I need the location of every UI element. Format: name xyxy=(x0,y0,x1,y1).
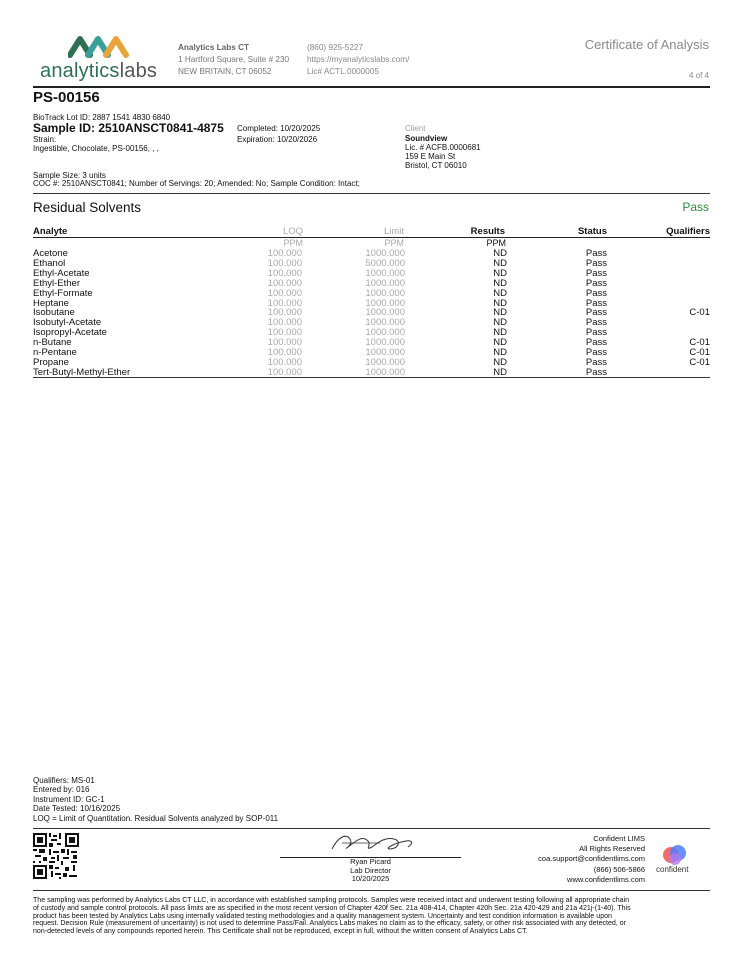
loq-cell: 100.000 xyxy=(267,277,302,289)
completed-date: Completed: 10/20/2025 xyxy=(237,124,321,133)
col-header-qualifiers: Qualifiers xyxy=(666,226,710,237)
status-cell: Pass xyxy=(585,366,607,378)
lims-phone: (866) 506-5866 xyxy=(593,864,645,874)
result-cell: ND xyxy=(493,347,507,358)
unit-results: PPM xyxy=(486,238,506,248)
status-cell: Pass xyxy=(585,297,607,309)
limit-cell: 1000.000 xyxy=(365,297,405,309)
limit-cell: 1000.000 xyxy=(365,366,405,378)
result-cell: ND xyxy=(493,327,507,339)
limit-cell: 5000.000 xyxy=(365,257,405,269)
col-header-status: Status xyxy=(577,226,607,237)
status-cell: Pass xyxy=(585,347,607,358)
loq-cell: 100.000 xyxy=(267,267,302,279)
limit-cell: 1000.000 xyxy=(365,337,405,349)
status-cell: Pass xyxy=(585,307,607,319)
loq-cell: 100.000 xyxy=(267,347,302,358)
lab-website[interactable]: https://myanalyticslabs.com/ xyxy=(307,55,410,64)
status-cell: Pass xyxy=(585,337,607,349)
qualifier-cell: C-01 xyxy=(689,347,710,358)
loq-cell: 100.000 xyxy=(267,307,302,319)
analyte-cell: n-Pentane xyxy=(33,347,77,358)
limit-cell: 1000.000 xyxy=(365,248,405,259)
section-status-badge: Pass xyxy=(682,200,709,214)
status-cell: Pass xyxy=(585,257,607,269)
result-cell: ND xyxy=(493,366,507,378)
client-label: Client xyxy=(405,124,426,133)
col-header-limit: Limit xyxy=(383,226,404,237)
limit-cell: 1000.000 xyxy=(365,307,405,319)
loq-cell: 100.000 xyxy=(267,366,302,378)
client-license: Lic. # ACFB.0000681 xyxy=(405,143,481,152)
unit-limit: PPM xyxy=(384,238,404,248)
analyte-cell: Isobutane xyxy=(33,307,75,319)
loq-cell: 100.000 xyxy=(267,337,302,349)
status-cell: Pass xyxy=(585,317,607,329)
report-notes xyxy=(33,776,278,823)
result-cell: ND xyxy=(493,337,507,349)
entered-by: Entered by: 016 xyxy=(33,785,90,795)
lab-contact xyxy=(307,42,409,78)
product-description: Ingestible, Chocolate, PS-00156, , , xyxy=(33,144,159,153)
client-name: Soundview xyxy=(405,134,448,143)
signatory xyxy=(280,858,461,884)
status-cell: Pass xyxy=(585,277,607,289)
analytics-labs-logo-icon xyxy=(68,33,132,59)
status-cell: Pass xyxy=(585,287,607,299)
result-cell: ND xyxy=(493,356,507,368)
disclaimer-line-5: non-detected levels of any compounds reported herein. This Certificate shall not be reproduced, except in full, without the written consent of Analytics Labs CT. xyxy=(33,928,528,936)
loq-cell: 100.000 xyxy=(267,317,302,329)
loq-cell: 100.000 xyxy=(267,356,302,368)
analyte-cell: n-Butane xyxy=(33,337,72,349)
analyte-cell: Ethyl-Ether xyxy=(33,277,80,289)
loq-cell: 100.000 xyxy=(267,327,302,339)
info-divider xyxy=(33,193,710,194)
qualifier-cell: C-01 xyxy=(689,337,710,349)
analyte-cell: Isopropyl-Acetate xyxy=(33,327,107,339)
lab-address-2: NEW BRITAIN, CT 06052 xyxy=(178,67,272,76)
disclaimer-line-1: The sampling was performed by Analytics Labs CT LLC, in accordance with established sampling protocols. Samples were received intact and underwent testing following all appropriate chain xyxy=(33,897,630,904)
lims-rights: All Rights Reserved xyxy=(579,844,645,854)
analyte-cell: Propane xyxy=(33,356,69,368)
limit-cell: 1000.000 xyxy=(365,287,405,299)
qualifiers-note: Qualifiers: MS-01 xyxy=(33,776,95,785)
lab-phone: (860) 925-5227 xyxy=(307,43,363,52)
header-divider xyxy=(33,86,710,88)
coc-info: COC #: 2510ANSCT0841; Number of Servings: 20; Amended: No; Sample Condition: Intact; xyxy=(33,179,360,188)
lims-info xyxy=(538,834,645,885)
ps-id: PS-00156 xyxy=(33,89,100,106)
qualifier-cell: C-01 xyxy=(689,307,710,319)
lims-website[interactable]: www.confidentlims.com xyxy=(567,874,645,884)
loq-cell: 100.000 xyxy=(267,257,302,269)
table-header-divider xyxy=(33,237,710,238)
lab-license: Lic# ACTL.0000005 xyxy=(307,67,379,76)
qualifier-cell: C-01 xyxy=(689,356,710,368)
status-cell: Pass xyxy=(585,327,607,339)
signature-date: 10/20/2025 xyxy=(351,874,390,884)
disclaimer-line-3: product has been tested by Analytics Labs using internally validated testing methodologies and a quality management system. Uncertainty and test condition information is available upon xyxy=(33,912,612,920)
lims-email[interactable]: coa.support@confidentlims.com xyxy=(538,854,645,864)
loq-cell: 100.000 xyxy=(267,287,302,299)
analyte-cell: Acetone xyxy=(33,248,68,259)
status-cell: Pass xyxy=(585,356,607,368)
loq-cell: 100.000 xyxy=(267,297,302,309)
limit-cell: 1000.000 xyxy=(365,317,405,329)
limit-cell: 1000.000 xyxy=(365,347,405,358)
analyte-cell: Ethyl-Formate xyxy=(33,287,93,299)
limit-cell: 1000.000 xyxy=(365,277,405,289)
legal-disclaimer xyxy=(33,897,710,936)
client-address-2: Bristol, CT 06010 xyxy=(405,161,467,170)
biotrack-lot-id: BioTrack Lot ID: 2887 1541 4830 6840 xyxy=(33,113,171,122)
page-number: 4 of 4 xyxy=(688,71,709,80)
col-header-analyte: Analyte xyxy=(33,226,68,237)
disclaimer-line-4: request. Decision Rule (measurement of uncertainty) is not used to determine Pass/Fail. Analytics Labs makes no claim as to the efficacy, safety, or other risk associated with any detected, or xyxy=(33,920,627,928)
result-cell: ND xyxy=(493,297,507,309)
lab-name: Analytics Labs CT xyxy=(178,43,249,52)
analyte-cell: Tert-Butyl-Methyl-Ether xyxy=(33,366,131,378)
signatory-name: Ryan Picard xyxy=(350,857,391,866)
section-title: Residual Solvents xyxy=(33,200,142,215)
analyte-cell: Heptane xyxy=(33,297,69,309)
limit-cell: 1000.000 xyxy=(365,356,405,368)
result-cell: ND xyxy=(493,287,507,299)
analyte-cell: Ethanol xyxy=(33,257,66,269)
col-header-results: Results xyxy=(470,226,505,237)
analyte-cell: Ethyl-Acetate xyxy=(33,267,90,279)
loq-note: LOQ = Limit of Quantitation. Residual Solvents analyzed by SOP-011 xyxy=(33,813,279,823)
confident-wordmark: confident xyxy=(656,865,689,874)
sample-size: Sample Size: 3 units xyxy=(33,171,106,180)
expiration-date: Expiration: 10/20/2026 xyxy=(237,135,318,144)
disclaimer-line-2: of custody and sample control protocols. All pass limits are as specified in the most recent version of Chapter 420f Sec. 21a 408-414, Chapter 420h Sec. 21a 420-429 and 21a 421j-(1-40). This xyxy=(33,904,631,912)
analyte-cell: Isobutyl-Acetate xyxy=(33,317,102,329)
lab-info xyxy=(178,42,289,78)
result-cell: ND xyxy=(493,248,507,259)
signature-image xyxy=(328,829,418,857)
result-cell: ND xyxy=(493,267,507,279)
lims-name: Confident LIMS xyxy=(593,834,645,843)
limit-cell: 1000.000 xyxy=(365,327,405,339)
signatory-title: Lab Director xyxy=(350,865,391,875)
logo-wordmark: analyticslabs xyxy=(40,60,158,82)
unit-loq: PPM xyxy=(283,238,303,248)
col-header-loq: LOQ xyxy=(282,226,303,237)
qr-code-icon[interactable] xyxy=(33,833,79,879)
disclaimer-divider xyxy=(33,890,710,891)
document-title: Certificate of Analysis xyxy=(584,37,709,52)
table-row xyxy=(33,368,710,378)
strain-label: Strain: xyxy=(33,135,57,144)
result-cell: ND xyxy=(493,307,507,319)
loq-cell: 100.000 xyxy=(267,248,302,259)
lab-address-1: 1 Hartford Square, Suite # 230 xyxy=(178,55,290,64)
limit-cell: 1000.000 xyxy=(365,267,405,279)
status-cell: Pass xyxy=(585,267,607,279)
date-tested: Date Tested: 10/16/2025 xyxy=(33,804,121,814)
sample-id: Sample ID: 2510ANSCT0841-4875 xyxy=(33,121,224,135)
status-cell: Pass xyxy=(585,248,607,259)
result-cell: ND xyxy=(493,277,507,289)
client-address-1: 159 E Main St xyxy=(405,152,456,161)
instrument-id: Instrument ID: GC-1 xyxy=(33,794,105,804)
result-cell: ND xyxy=(493,317,507,329)
result-cell: ND xyxy=(493,257,507,269)
